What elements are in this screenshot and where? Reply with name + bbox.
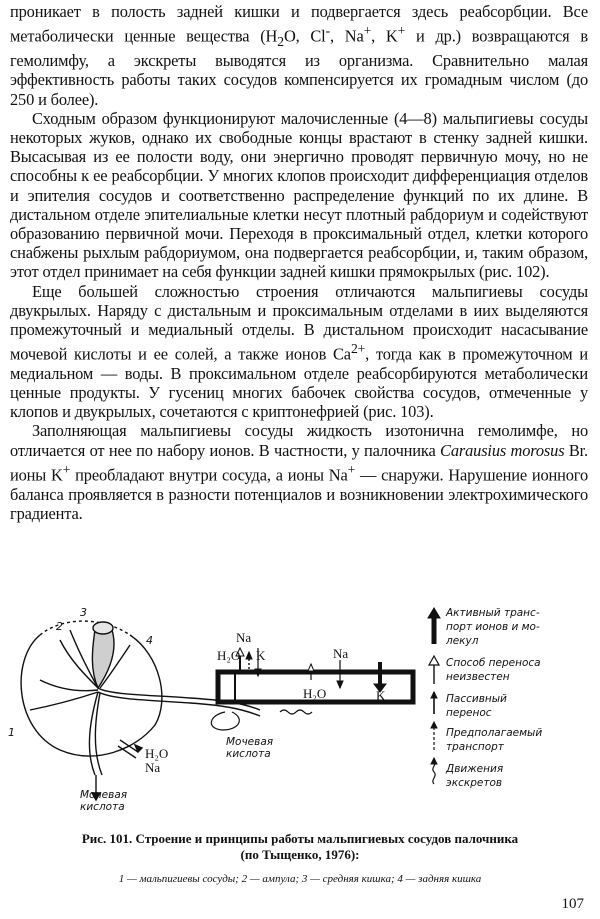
paragraph-1: проникает в полость задней кишки и подвергается здесь реабсорбции. Все метаболически ценные вещества ($H_2O$, Cl-, Na+, K+ и др.) возвращаются в гемолимфу, а экскреты выводятся из организма. Сравнительно малая эффективность работы таких сосудов компенсируется их громадным числом (до 250 и более).: [10, 2, 588, 109]
svg-text:Активный транс-: Активный транс-: [446, 607, 540, 619]
paragraph-2: Сходным образом функционируют малочисленные (4—8) мальпигиевы сосуды некоторых жуков, однако их свободные концы врастают в стенку задней кишки. Высасывая из ее полости воду, они энергично проводят первичную мочу, но не способны к ее реабсорбции. У многих клопов происходит дифференциация отделов и эпителия сосудов и соответственно распределение функций по их длине. В дистальном отделе эпителиальные клетки несут плотный рабдориум и содействуют образованию первичной мочи. Переходя в проксимальный отдел, клетки которого снабжены рыхлым рабдориумом, она подвергается реабсорбции, и, таким образом, этот отдел принимает на себя функции задней кишки прямокрылых (рис. 102).: [10, 108, 588, 282]
caption-line-1: Рис. 101. Строение и принципы работы мальпигиевых сосудов палочника: [81, 831, 519, 846]
svg-text:Предполагаемый: Предполагаемый: [446, 727, 543, 739]
label-num-1: 1: [8, 726, 15, 739]
ion-h2o-top: H₂O: [217, 648, 241, 663]
svg-text:перенос: перенос: [446, 707, 492, 719]
ion-h2o-inside: H₂O: [303, 686, 327, 701]
uric-acid-left-1: Мочевая: [80, 789, 128, 801]
ion-k-top: K: [256, 648, 266, 663]
caption-legend: 1 — мальпигиевы сосуды; 2 — ампула; 3 — средняя кишка; 4 — задняя кишка: [118, 873, 482, 885]
label-num-2: 2: [56, 620, 63, 633]
svg-text:лекул: лекул: [446, 635, 479, 647]
ion-h2o-left: H₂O: [145, 746, 169, 761]
svg-text:Пассивный: Пассивный: [446, 693, 507, 705]
paragraph-4: Заполняющая мальпигиевы сосуды жидкость изотонична гемолимфе, но отличается от нее по набору ионов. В частности, у палочника Carausius morosus Br. ионы K+ преобладают внутри сосуда, а ионы Na+ — снаружи. Нарушение ионного баланса проявляется в разности потенциалов и возникновении электрохимического градиента.: [10, 421, 589, 523]
uric-acid-mid-1: Мочевая: [226, 736, 274, 748]
malpighian-diagram: [0, 600, 600, 830]
paragraph-3: Еще большей сложностью строения отличаются мальпигиевы сосуды двукрылых. Наряду с дистальным и проксимальным отделами в иих выделяются промежуточный и медиальный отделы. В дистальном происходит насасывание мочевой кислоты и ее солей, а также ионов $Ca^{2+}$, тогда как в промежуточном и медиальном — воды. В проксимальном отделе реабсорбируются метаболически ценные продукты. У гусениц многих бабочек свойства сосудов, отмеченные у клопов и двукрылых, сочетаются с криптонефрией (рис. 103).: [10, 281, 588, 422]
ion-k-inside: K: [376, 688, 386, 703]
svg-text:транспорт: транспорт: [446, 741, 504, 753]
caption-line-2: (по Тыщенко, 1976):: [240, 847, 360, 862]
svg-text:порт ионов и мо-: порт ионов и мо-: [446, 621, 540, 633]
uric-acid-left-2: кислота: [80, 801, 125, 813]
figure-legend-arrows: [428, 608, 440, 784]
svg-text:экскретов: экскретов: [446, 777, 503, 789]
svg-text:Способ переноса: Способ переноса: [446, 657, 541, 669]
ion-na-mid: Na: [333, 646, 349, 661]
page-number: 107: [561, 896, 584, 912]
figure-legend-text: [445, 607, 542, 789]
label-num-3: 3: [80, 606, 87, 619]
body-text: [10, 2, 588, 523]
svg-text:Движения: Движения: [446, 763, 504, 775]
svg-text:неизвестен: неизвестен: [446, 671, 510, 683]
uric-acid-mid-2: кислота: [226, 748, 271, 760]
ion-na-top: Na: [236, 630, 252, 645]
figure-101: [0, 600, 600, 830]
figure-caption: [20, 831, 580, 863]
ion-na-left: Na: [145, 760, 161, 775]
label-num-4: 4: [146, 634, 153, 647]
